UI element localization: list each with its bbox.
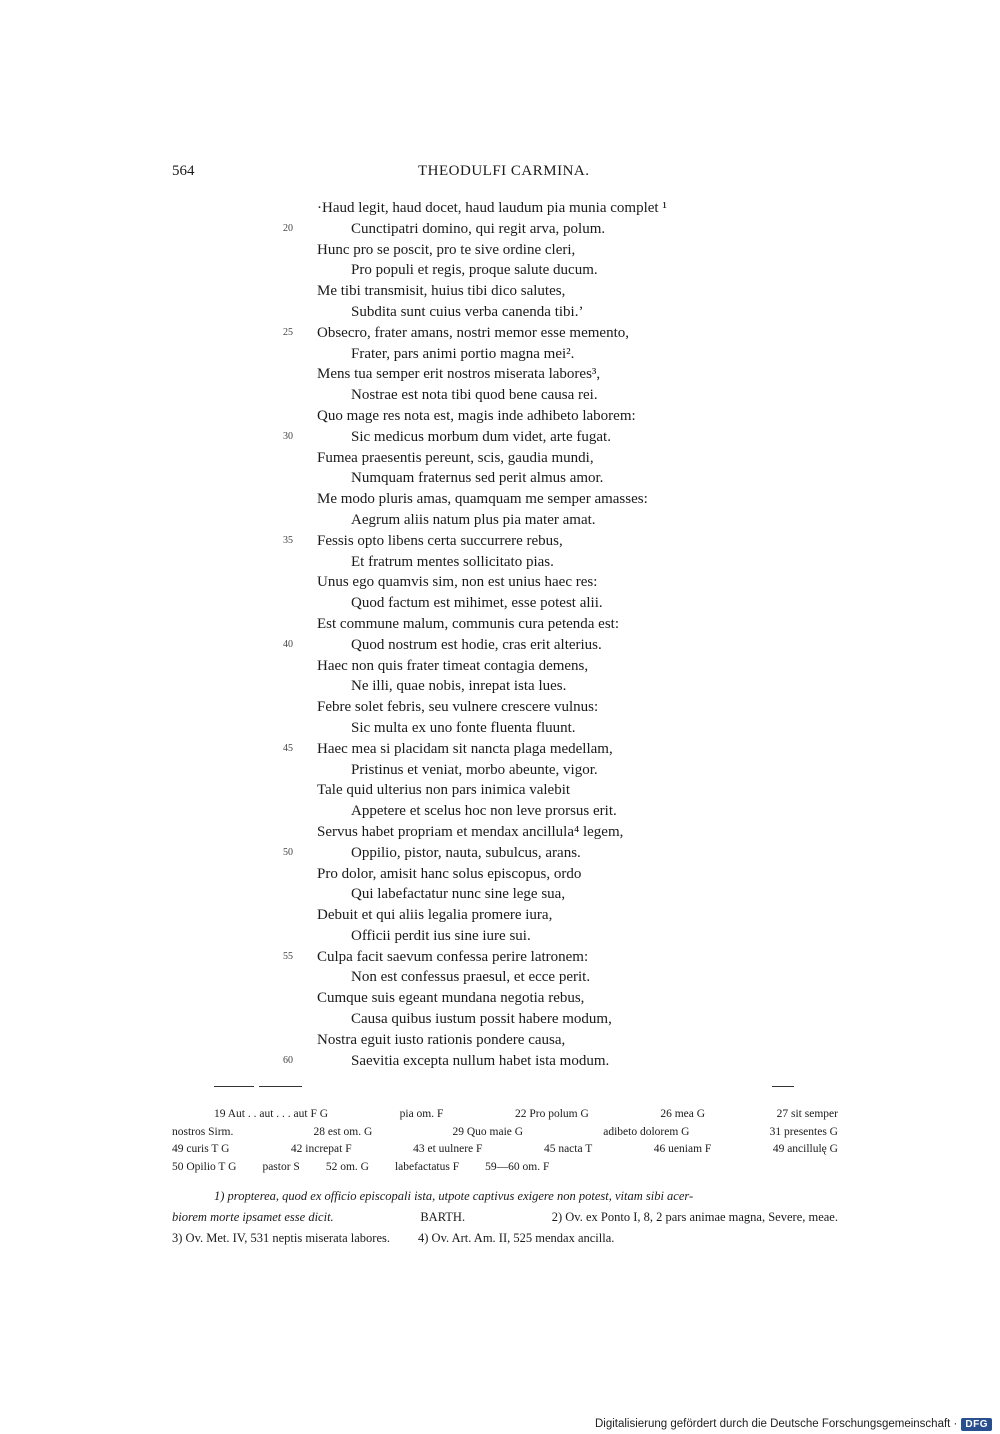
verse-line <box>0 323 1000 344</box>
footnote-line: 1) propterea, quod ex officio episcopali ista, utpote captivus exigere non potest, vitam sibi acer- <box>214 1189 694 1203</box>
verse-line <box>0 739 1000 760</box>
verse-text: Saevitia excepta nullum habet ista modum. <box>351 1052 610 1069</box>
line-number: 60 <box>283 1054 293 1066</box>
verse-text: Aegrum aliis natum plus pia mater amat. <box>351 511 596 528</box>
verse-text: Hunc pro se poscit, pro te sive ordine cleri, <box>317 241 576 258</box>
verse-line <box>0 489 1000 510</box>
verse-text: Appetere et scelus hoc non leve prorsus erit. <box>351 803 617 820</box>
verse-text: Quod factum est mihimet, esse potest alii. <box>351 595 603 612</box>
verse-line <box>0 302 1000 323</box>
verse-text: Ne illi, quae nobis, inrepat ista lues. <box>351 678 567 695</box>
footnote-line: 3) Ov. Met. IV, 531 neptis miserata labores. 4) Ov. Art. Am. II, 525 mendax ancilla. <box>172 1231 615 1245</box>
digitization-credit <box>580 1416 992 1432</box>
verse-line <box>0 967 1000 988</box>
verse-line <box>0 614 1000 635</box>
verse-text: Causa quibus iustum possit habere modum, <box>351 1011 612 1028</box>
verse-text: Obsecro, frater amans, nostri memor esse memento, <box>317 324 629 341</box>
verse-text: Numquam fraternus sed perit almus amor. <box>351 470 604 487</box>
line-number: 45 <box>283 742 293 754</box>
verse-text: Est commune malum, communis cura petenda est: <box>317 615 620 632</box>
apparatus-row: nostros Sirm. 28 est om. G 29 Quo maie G adibeto dolorem G 31 presentes G <box>172 1125 838 1138</box>
verse-text: Pro dolor, amisit hanc solus episcopus, ordo <box>317 865 582 882</box>
verse-text: Sic multa ex uno fonte fluenta fluunt. <box>351 719 576 736</box>
verse-text: ·Haud legit, haud docet, haud laudum pia munia complet ¹ <box>317 200 667 216</box>
apparatus-row: 49 curis T G 42 increpat F 43 et uulnere F 45 nacta T 46 ueniam F 49 ancillulę G <box>172 1143 838 1155</box>
credit-text: Digitalisierung gefördert durch die Deutsche Forschungsgemeinschaft · <box>594 1418 958 1430</box>
verse-text: Culpa facit saevum confessa perire latronem: <box>317 948 589 965</box>
verse-text: Cumque suis egeant mundana negotia rebus, <box>317 990 585 1007</box>
verse-line <box>0 635 1000 656</box>
verse-text: Debuit et qui aliis legalia promere iura, <box>317 907 553 924</box>
verse-text: Oppilio, pistor, nauta, subulcus, arans. <box>351 844 581 861</box>
verse-line <box>0 593 1000 614</box>
verse-text: Nostra eguit iusto rationis pondere causa, <box>317 1031 566 1048</box>
line-number: 50 <box>283 846 293 858</box>
verse-line <box>0 947 1000 968</box>
verse-text: Quo mage res nota est, magis inde adhibeto laborem: <box>317 407 636 424</box>
verse-text: Pristinus et veniat, morbo abeunte, vigor. <box>351 761 598 778</box>
footnote-rule <box>214 1086 254 1087</box>
verse-line <box>0 988 1000 1009</box>
verse-line <box>0 510 1000 531</box>
verse-line <box>0 448 1000 469</box>
verse-text: Nostrae est nota tibi quod bene causa rei. <box>351 387 598 404</box>
verse-text: Mens tua semper erit nostros miserata labores³, <box>317 366 601 383</box>
verse-line <box>0 344 1000 365</box>
verse-text: Me tibi transmisit, huius tibi dico salutes, <box>317 283 566 300</box>
verse-text: Quod nostrum est hodie, cras erit alterius. <box>351 636 602 653</box>
verse-line <box>0 552 1000 573</box>
verse-line <box>0 468 1000 489</box>
verse-text: Officii perdit ius sine iure sui. <box>351 927 531 944</box>
verse-line <box>0 385 1000 406</box>
verse-line <box>0 676 1000 697</box>
verse-text: Sic medicus morbum dum videt, arte fugat. <box>351 428 611 445</box>
verse-text: Qui labefactatur nunc sine lege sua, <box>351 886 566 903</box>
verse-text: Servus habet propriam et mendax ancillula⁴ legem, <box>317 823 624 840</box>
verse-line <box>0 281 1000 302</box>
verse-line <box>0 780 1000 801</box>
verse-text: Pro populi et regis, proque salute ducum. <box>351 262 598 279</box>
verse-line <box>0 697 1000 718</box>
footnotes <box>172 1186 838 1249</box>
verse-text: Subdita sunt cuius verba canenda tibi.’ <box>351 303 584 320</box>
apparatus-row: 50 Opilio T G pastor S 52 om. G labefactatus F 59—60 om. F <box>172 1160 550 1173</box>
verse-line <box>0 219 1000 240</box>
line-number: 40 <box>283 638 293 650</box>
verse-text: Haec mea si placidam sit nancta plaga medellam, <box>317 740 613 757</box>
verse-line <box>0 572 1000 593</box>
verse-line <box>0 1051 1000 1072</box>
verse-line <box>0 364 1000 385</box>
line-number: 25 <box>283 326 293 338</box>
poem-body <box>0 198 1000 1071</box>
verse-line <box>0 240 1000 261</box>
verse-line <box>0 926 1000 947</box>
line-number: 30 <box>283 430 293 442</box>
verse-line <box>0 198 1000 219</box>
dfg-logo: DFG <box>961 1418 992 1431</box>
footnote-line: biorem morte ipsamet esse dicit. BARTH. 2) Ov. ex Ponto I, 8, 2 pars animae magna, Severe, meae. <box>172 1210 838 1224</box>
verse-text: Fumea praesentis pereunt, scis, gaudia mundi, <box>317 449 594 466</box>
verse-line <box>0 427 1000 448</box>
page-header <box>0 163 1000 183</box>
verse-line <box>0 531 1000 552</box>
verse-text: Haec non quis frater timeat contagia demens, <box>317 657 589 674</box>
verse-text: Unus ego quamvis sim, non est unius haec res: <box>317 574 598 591</box>
verse-line <box>0 1009 1000 1030</box>
line-number: 20 <box>283 222 293 234</box>
verse-line <box>0 843 1000 864</box>
page-number: 564 <box>172 163 195 179</box>
line-number: 35 <box>283 534 293 546</box>
verse-text: Non est confessus praesul, et ecce perit. <box>351 969 591 986</box>
footnote-rule <box>259 1086 302 1087</box>
verse-text: Et fratrum mentes sollicitato pias. <box>351 553 554 570</box>
verse-line <box>0 801 1000 822</box>
verse-line <box>0 406 1000 427</box>
verse-line <box>0 864 1000 885</box>
running-title: THEODULFI CARMINA. <box>418 163 590 179</box>
footnote-rule <box>772 1086 794 1087</box>
verse-line <box>0 905 1000 926</box>
verse-text: Fessis opto libens certa succurrere rebus, <box>317 532 563 549</box>
verse-line <box>0 822 1000 843</box>
verse-line <box>0 656 1000 677</box>
verse-line <box>0 260 1000 281</box>
verse-text: Cunctipatri domino, qui regit arva, polum. <box>351 220 606 237</box>
verse-line <box>0 884 1000 905</box>
verse-line <box>0 718 1000 739</box>
apparatus-row: 19 Aut . . aut . . . aut F G pia om. F 22 Pro polum G 26 mea G 27 sit semper <box>214 1108 838 1120</box>
verse-text: Frater, pars animi portio magna mei². <box>351 345 575 362</box>
critical-apparatus <box>172 1106 838 1176</box>
verse-text: Me modo pluris amas, quamquam me semper amasses: <box>317 491 648 508</box>
verse-text: Febre solet febris, seu vulnere crescere vulnus: <box>317 699 599 716</box>
line-number: 55 <box>283 950 293 962</box>
verse-line <box>0 1030 1000 1051</box>
verse-text: Tale quid ulterius non pars inimica valebit <box>317 782 571 799</box>
verse-line <box>0 760 1000 781</box>
